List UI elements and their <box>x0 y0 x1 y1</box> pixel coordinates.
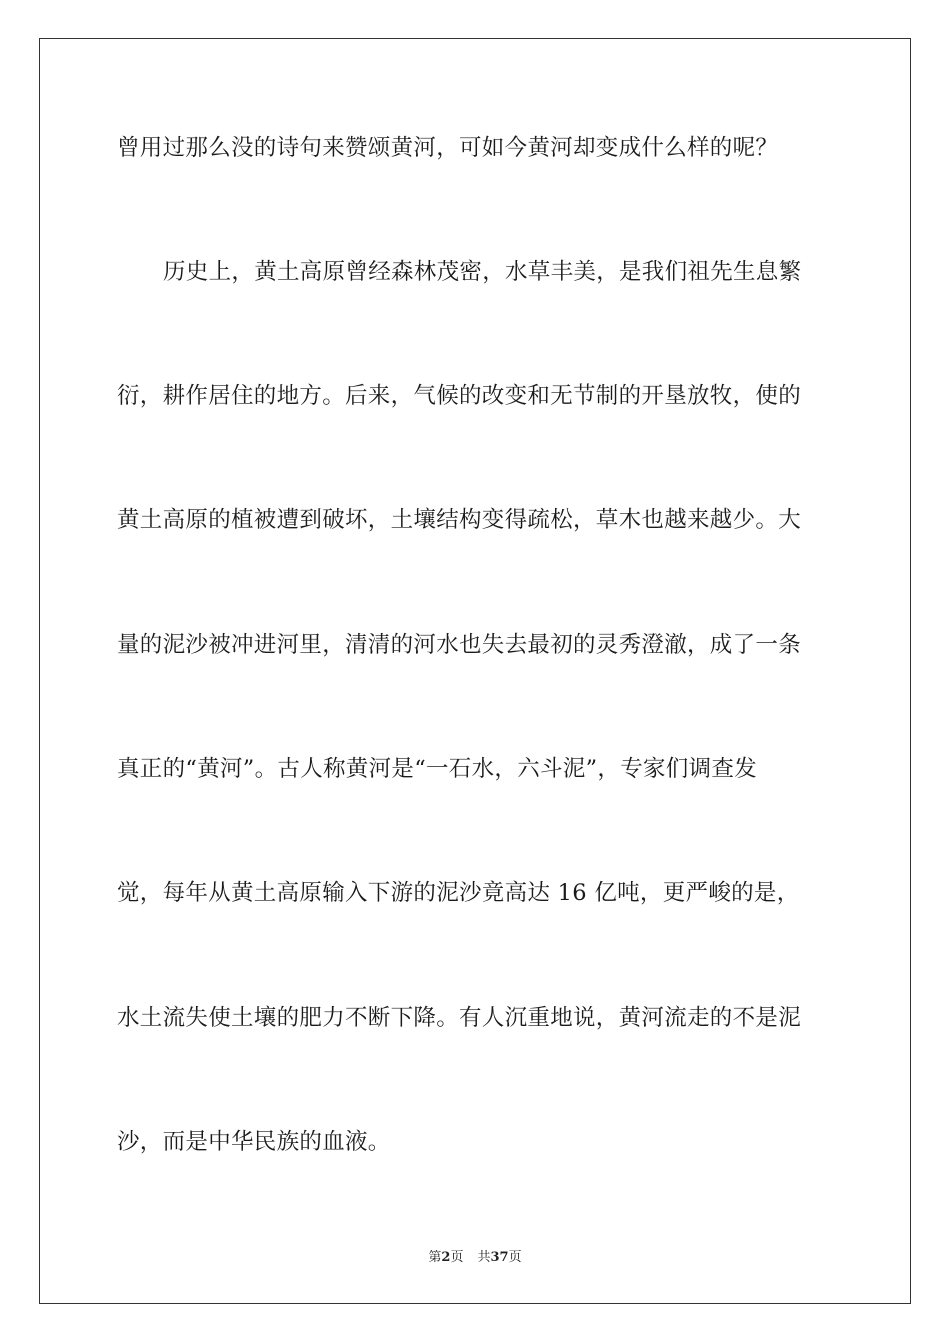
page-number: 2 <box>441 1250 451 1265</box>
text-line: 衍，耕作居住的地方。后来，气候的改变和无节制的开垦放牧，使的 <box>117 383 802 409</box>
text-line: 量的泥沙被冲进河里，清清的河水也失去最初的灵秀澄澈，成了一条 <box>117 632 802 658</box>
page-footer <box>0 1249 950 1267</box>
text-line: 曾用过那么没的诗句来赞颂黄河，可如今黄河却变成什么样的呢？ <box>117 135 779 161</box>
text-line: 沙，而是中华民族的血液。 <box>117 1129 391 1155</box>
page-border <box>39 38 911 1304</box>
text-line: 觉，每年从黄土高原输入下游的泥沙竟高达 16 亿吨，更严峻的是， <box>117 880 800 906</box>
text-line: 黄土高原的植被遭到破坏，土壤结构变得疏松，草木也越来越少。大 <box>117 507 802 533</box>
text-line: 水土流失使土壤的肥力不断下降。有人沉重地说，黄河流走的不是泥 <box>117 1005 802 1031</box>
paragraph-first-line: 历史上，黄土高原曾经森林茂密，水草丰美，是我们祖先生息繁 <box>163 259 802 285</box>
text-line: 真正的“黄河”。古人称黄河是“一石水，六斗泥”，专家们调查发 <box>117 756 758 782</box>
total-pages: 37 <box>490 1250 509 1265</box>
page-prefix: 第 <box>428 1250 442 1265</box>
page-suffix: 页 <box>450 1250 464 1265</box>
total-prefix: 共 <box>477 1250 491 1265</box>
total-suffix: 页 <box>508 1250 522 1265</box>
